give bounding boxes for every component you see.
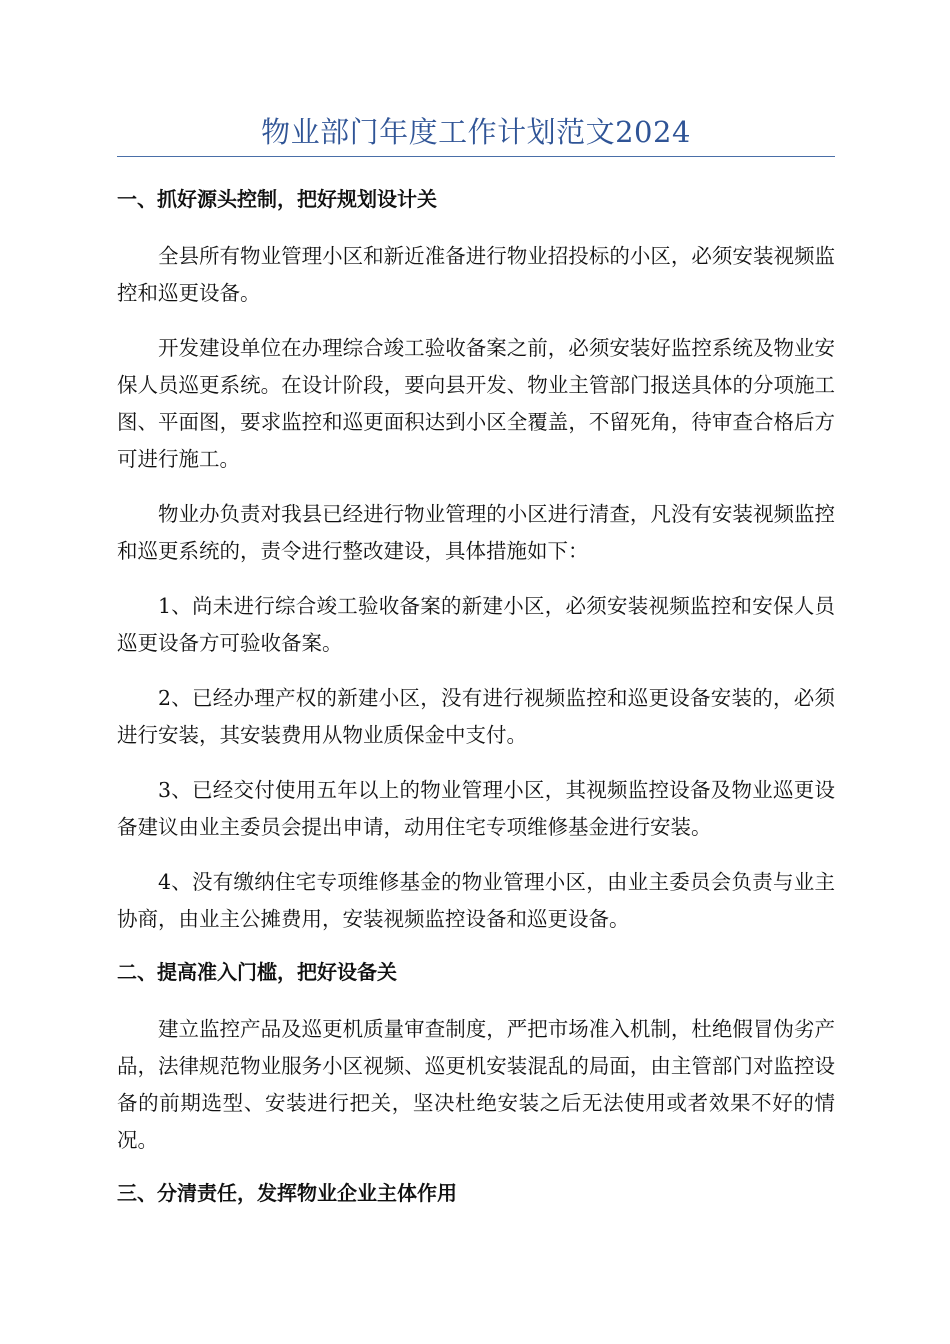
section-3 (117, 1178, 835, 1208)
list-item-paragraph: 3、已经交付使用五年以上的物业管理小区，其视频监控设备及物业巡更设备建议由业主委员会提出申请，动用住宅专项维修基金进行安装。 (117, 778, 835, 839)
list-item-paragraph: 2、已经办理产权的新建小区，没有进行视频监控和巡更设备安装的，必须进行安装，其安装费用从物业质保金中支付。 (117, 686, 835, 747)
paragraph: 建立监控产品及巡更机质量审查制度，严把市场准入机制，杜绝假冒伪劣产品，法律规范物业服务小区视频、巡更机安装混乱的局面，由主管部门对监控设备的前期选型、安装进行把关，坚决杜绝安装之后无法使用或者效果不好的情况。 (117, 1017, 835, 1152)
list-item-paragraph: 4、没有缴纳住宅专项维修基金的物业管理小区，由业主委员会负责与业主协商，由业主公摊费用，安装视频监控设备和巡更设备。 (117, 870, 835, 931)
paragraph: 全县所有物业管理小区和新近准备进行物业招投标的小区，必须安装视频监控和巡更设备。 (117, 244, 835, 305)
paragraph: 物业办负责对我县已经进行物业管理的小区进行清查，凡没有安装视频监控和巡更系统的，责令进行整改建设，具体措施如下： (117, 502, 835, 563)
section-heading: 三、分清责任，发挥物业企业主体作用 (117, 1181, 457, 1205)
section-1 (117, 184, 835, 938)
document-page (117, 110, 835, 1208)
paragraph: 开发建设单位在办理综合竣工验收备案之前，必须安装好监控系统及物业安保人员巡更系统。在设计阶段，要向县开发、物业主管部门报送具体的分项施工图、平面图，要求监控和巡更面积达到小区全覆盖，不留死角，待审查合格后方可进行施工。 (117, 336, 835, 471)
section-2 (117, 957, 835, 1159)
document-title: 物业部门年度工作计划范文2024 (117, 110, 835, 157)
list-item-paragraph: 1、尚未进行综合竣工验收备案的新建小区，必须安装视频监控和安保人员巡更设备方可验收备案。 (117, 594, 835, 655)
section-heading: 一、抓好源头控制，把好规划设计关 (117, 187, 437, 211)
section-heading: 二、提高准入门槛，把好设备关 (117, 960, 397, 984)
